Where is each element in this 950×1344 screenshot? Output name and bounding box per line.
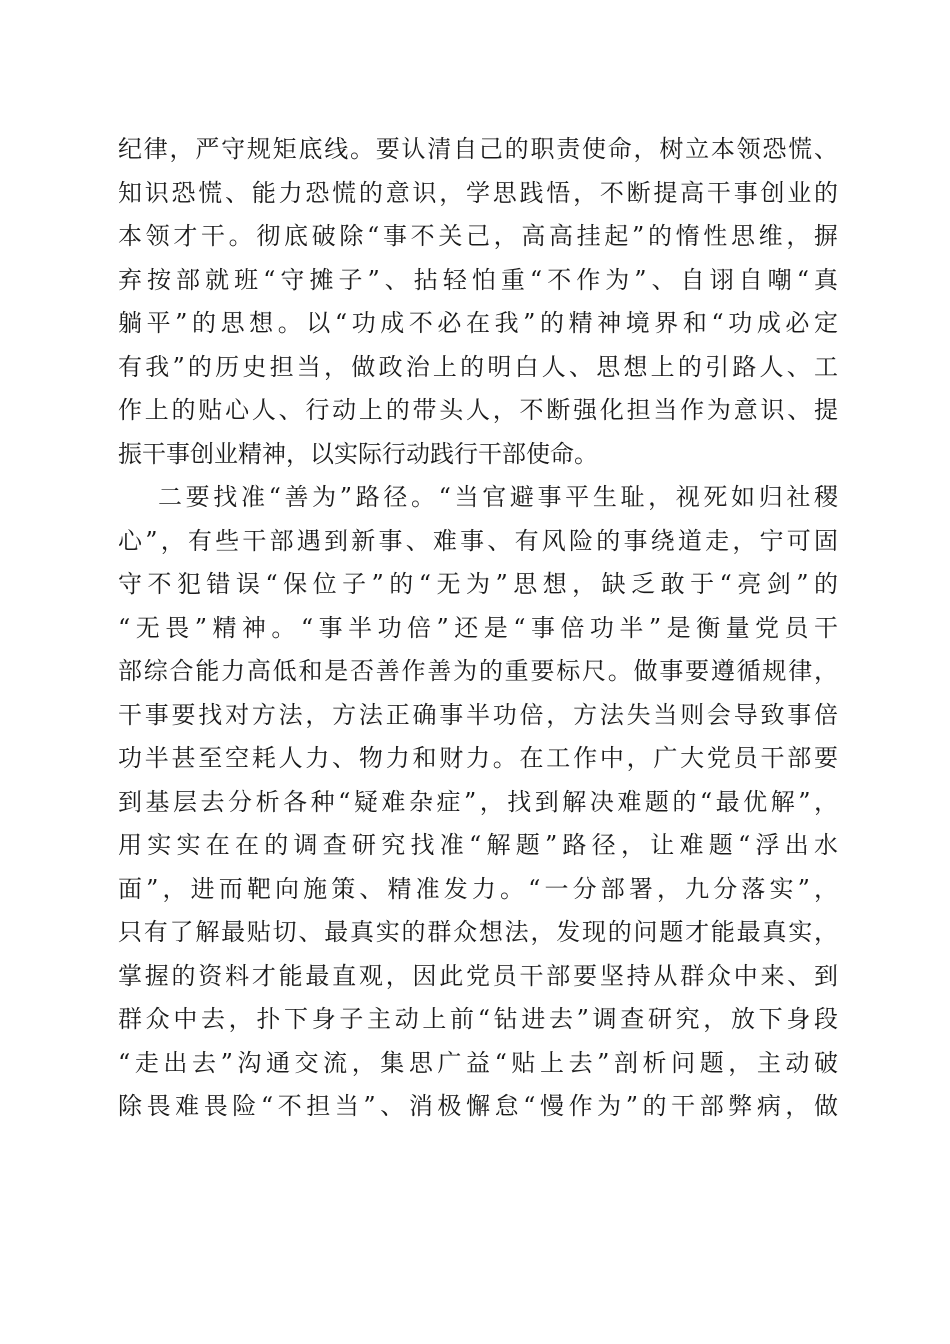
text-line: 心”，有些干部遇到新事、难事、有风险的事绕道走，宁可固: [118, 526, 838, 555]
text-line: 纪律，严守规矩底线。要认清自己的职责使命，树立本领恐慌、: [118, 135, 838, 163]
text-line: 干事要找对方法，方法正确事半功倍，方法失当则会导致事倍: [118, 700, 838, 729]
text-line: 守不犯错误“保位子”的“无为”思想，缺乏敢于“亮剑”的: [118, 570, 838, 598]
text-line: 群众中去，扑下身子主动上前“钻进去”调查研究，放下身段: [118, 1005, 838, 1033]
text-line: 用实实在在的调查研究找准“解题”路径，让难题“浮出水: [118, 831, 838, 859]
paragraph-1: [118, 128, 838, 476]
text-line: 知识恐慌、能力恐慌的意识，学思践悟，不断提高干事创业的: [118, 178, 838, 207]
text-line: 躺平”的思想。以“功成不必在我”的精神境界和“功成必定: [118, 309, 838, 337]
text-line: 振干事创业精神，以实际行动践行干部使命。: [118, 439, 598, 468]
text-line: 作上的贴心人、行动上的带头人，不断强化担当作为意识、提: [118, 396, 838, 424]
text-line: “无畏”精神。“事半功倍”还是“事倍功半”是衡量党员干: [118, 613, 838, 642]
text-line: 掌握的资料才能最直观，因此党员干部要坚持从群众中来、到: [118, 961, 838, 990]
paragraph-2: [118, 476, 838, 1129]
text-line: 面”，进而靶向施策、精准发力。“一分部署，九分落实”，: [118, 874, 838, 903]
text-line: “走出去”沟通交流，集思广益“贴上去”剖析问题，主动破: [118, 1048, 838, 1077]
text-line: 有我”的历史担当，做政治上的明白人、思想上的引路人、工: [118, 352, 838, 381]
text-line: 到基层去分析各种“疑难杂症”，找到解决难题的“最优解”，: [118, 787, 838, 816]
text-line: 弃按部就班“守摊子”、拈轻怕重“不作为”、自诩自嘲“真: [118, 265, 838, 294]
text-line: 除畏难畏险“不担当”、消极懈怠“慢作为”的干部弊病，做: [118, 1092, 838, 1120]
text-line: 本领才干。彻底破除“事不关己，高高挂起”的惰性思维，摒: [118, 222, 838, 250]
text-line: 部综合能力高低和是否善作善为的重要标尺。做事要遵循规律，: [118, 657, 838, 685]
text-line: 二要找准“善为”路径。“当官避事平生耻，视死如归社稷: [158, 483, 838, 511]
body-text: [118, 128, 838, 1129]
text-line: 功半甚至空耗人力、物力和财力。在工作中，广大党员干部要: [118, 744, 838, 772]
text-line: 只有了解最贴切、最真实的群众想法，发现的问题才能最真实，: [118, 918, 838, 946]
